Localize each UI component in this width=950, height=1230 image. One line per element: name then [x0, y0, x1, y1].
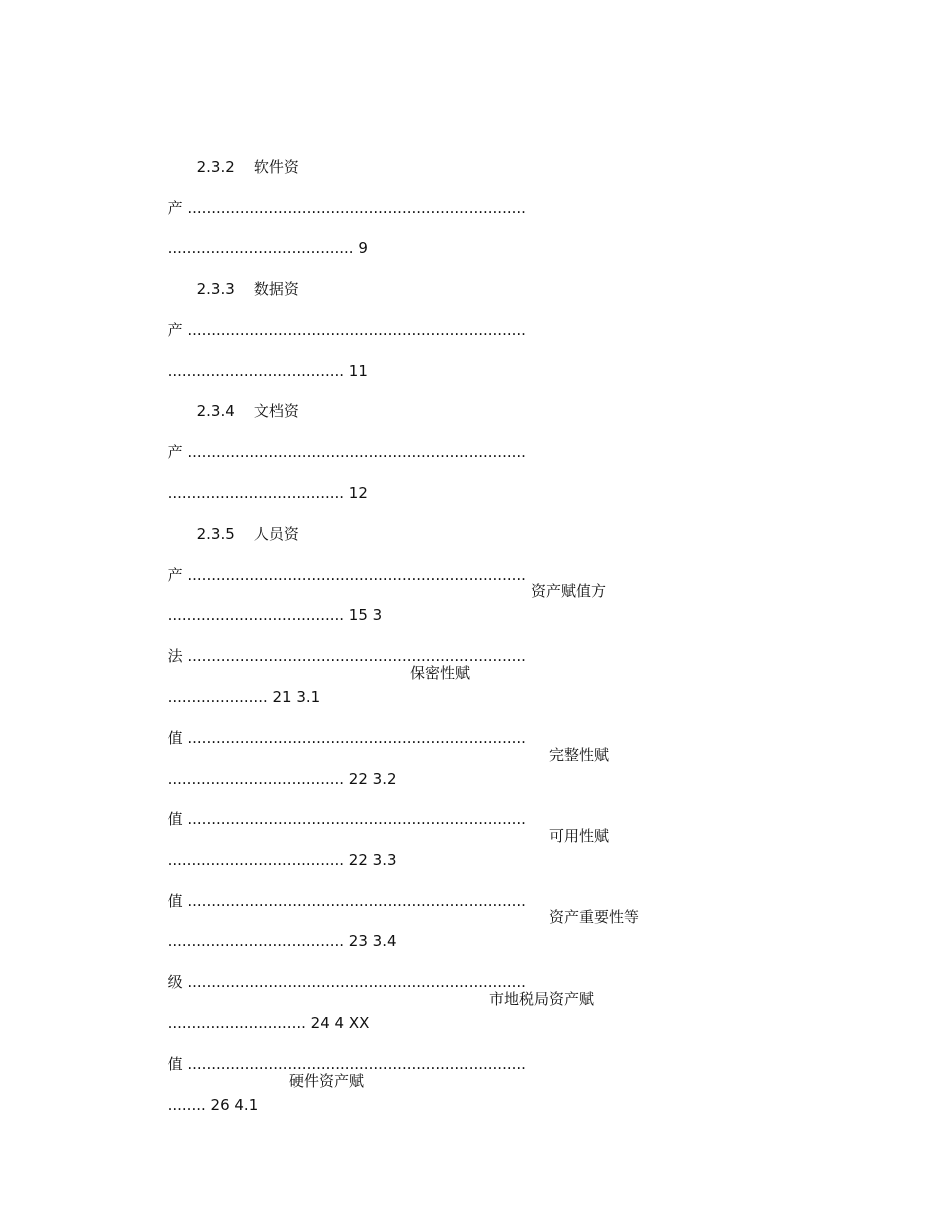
toc-entry-2-3-2-heading[interactable]	[168, 131, 299, 176]
toc-line-title: 保密性赋	[410, 664, 471, 682]
toc-line-text: 2.3.3 数据资	[196, 280, 299, 298]
toc-line-text: 2.3.5 人员资	[196, 525, 299, 543]
toc-entry-3-4-heading[interactable]	[139, 905, 640, 950]
toc-line-text: 2.3.4 文档资	[196, 402, 299, 420]
toc-line-text: ..................................... 12	[167, 484, 368, 502]
toc-line-text: ....................................... 9	[167, 239, 368, 257]
toc-line-title: 可用性赋	[549, 827, 610, 845]
toc-line-text: ........ 26 4.1	[167, 1096, 259, 1114]
toc-line-text: ..................................... 22 3.2	[167, 770, 397, 788]
toc-entry-3-3-heading[interactable]	[139, 824, 610, 869]
toc-line-title: 市地税局资产赋	[489, 990, 595, 1008]
toc-entry-3-1-heading[interactable]	[139, 661, 471, 706]
toc-line-text: ..................................... 22 3.3	[167, 851, 397, 869]
toc-entry-2-3-4-heading[interactable]	[168, 375, 299, 420]
toc-entry-2-3-2-page[interactable]	[139, 212, 368, 257]
toc-line-text: 产 .......................................................................	[167, 443, 526, 461]
toc-line-text: 产 .......................................................................	[167, 566, 526, 584]
toc-entry-3-1-leader[interactable]	[139, 702, 526, 747]
toc-line-title: 硬件资产赋	[289, 1072, 365, 1090]
toc-entry-2-3-4-leader[interactable]	[139, 416, 526, 461]
toc-entry-3-leader[interactable]	[139, 620, 526, 665]
toc-entry-3-3-leader[interactable]	[139, 865, 526, 910]
toc-line-text: ..................... 21 3.1	[167, 688, 321, 706]
toc-line-text: 法 .......................................................................	[167, 647, 526, 665]
toc-entry-4-heading[interactable]	[139, 987, 595, 1032]
toc-line-text: ..................................... 15 3	[167, 606, 383, 624]
toc-entry-3-4-leader[interactable]	[139, 946, 526, 991]
toc-entry-2-3-3-leader[interactable]	[139, 294, 526, 339]
toc-line-text: ..................................... 23 3.4	[167, 932, 397, 950]
toc-line-text: 2.3.2 软件资	[196, 158, 299, 176]
toc-entry-3-heading[interactable]	[139, 579, 607, 624]
toc-entry-2-3-4-page[interactable]	[139, 457, 368, 502]
toc-entry-2-3-5-heading[interactable]	[168, 498, 299, 543]
toc-line-text: 值 .......................................................................	[167, 729, 526, 747]
toc-entry-2-3-3-heading[interactable]	[168, 253, 299, 298]
toc-line-title: 资产赋值方	[531, 582, 607, 600]
toc-line-title: 资产重要性等	[549, 908, 640, 926]
toc-entry-2-3-2-leader[interactable]	[139, 172, 526, 217]
toc-line-text: 级 .......................................................................	[167, 973, 526, 991]
toc-entry-3-2-leader[interactable]	[139, 783, 526, 828]
toc-line-text: 值 .......................................................................	[167, 892, 526, 910]
toc-line-text: 值 .......................................................................	[167, 1055, 526, 1073]
toc-line-text: ..................................... 11	[167, 362, 368, 380]
toc-entry-2-3-5-leader[interactable]	[139, 539, 526, 584]
toc-entry-3-2-heading[interactable]	[139, 743, 610, 788]
toc-line-text: 值 .......................................................................	[167, 810, 526, 828]
toc-line-text: 产 .......................................................................	[167, 199, 526, 217]
toc-entry-4-1-heading[interactable]	[139, 1069, 365, 1114]
toc-line-text: ............................. 24 4 XX	[167, 1014, 370, 1032]
toc-entry-4-leader[interactable]	[139, 1028, 526, 1073]
toc-line-title: 完整性赋	[549, 746, 610, 764]
toc-entry-2-3-3-page[interactable]	[139, 335, 368, 380]
toc-line-text: 产 .......................................................................	[167, 321, 526, 339]
